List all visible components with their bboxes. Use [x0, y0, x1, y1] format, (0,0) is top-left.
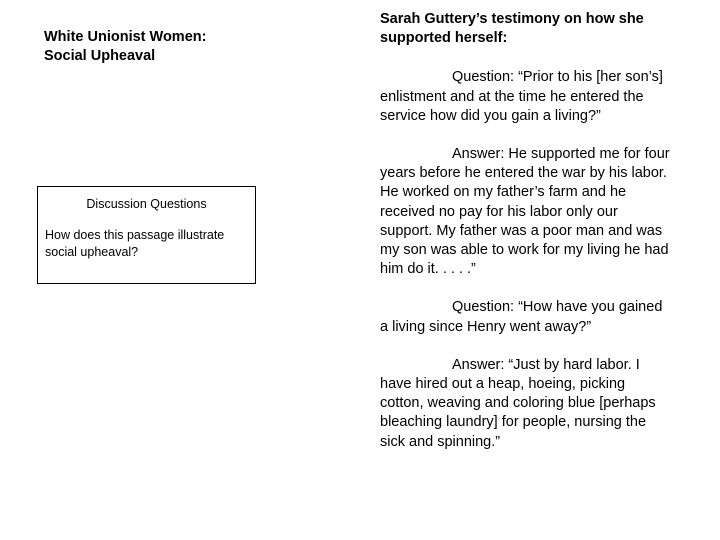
- discussion-heading: Discussion Questions: [86, 197, 207, 211]
- testimony-title: Sarah Guttery’s testimony on how she supported herself:: [380, 11, 644, 47]
- slide-title: [44, 28, 304, 66]
- testimony-question-2: Question: “How have you gained a living since Henry went away?”: [380, 299, 663, 335]
- testimony-answer-1: Answer: He supported me for four years before he entered the war by his labor. He worked on my father’s farm and he received no pay for his labor only our support. My father was a poor man and was my son was able to work for my living he had him do it. . . . .”: [380, 146, 670, 278]
- testimony-question-1: Question: “Prior to his [her son’s] enlistment and at the time he entered the service how did you gain a living?”: [380, 69, 663, 124]
- testimony-answer-2: Answer: “Just by hard labor. I have hired out a heap, hoeing, picking cotton, weaving and coloring blue [perhaps bleaching laundry] for people, nursing the sick and spinning.”: [380, 356, 656, 450]
- discussion-question: How does this passage illustrate social upheaval?: [45, 228, 225, 259]
- slide-title-line2: Social Upheaval: [44, 48, 156, 64]
- slide-title-line1: White Unionist Women:: [44, 29, 207, 45]
- discussion-box: [37, 186, 256, 284]
- testimony-column: [380, 10, 670, 452]
